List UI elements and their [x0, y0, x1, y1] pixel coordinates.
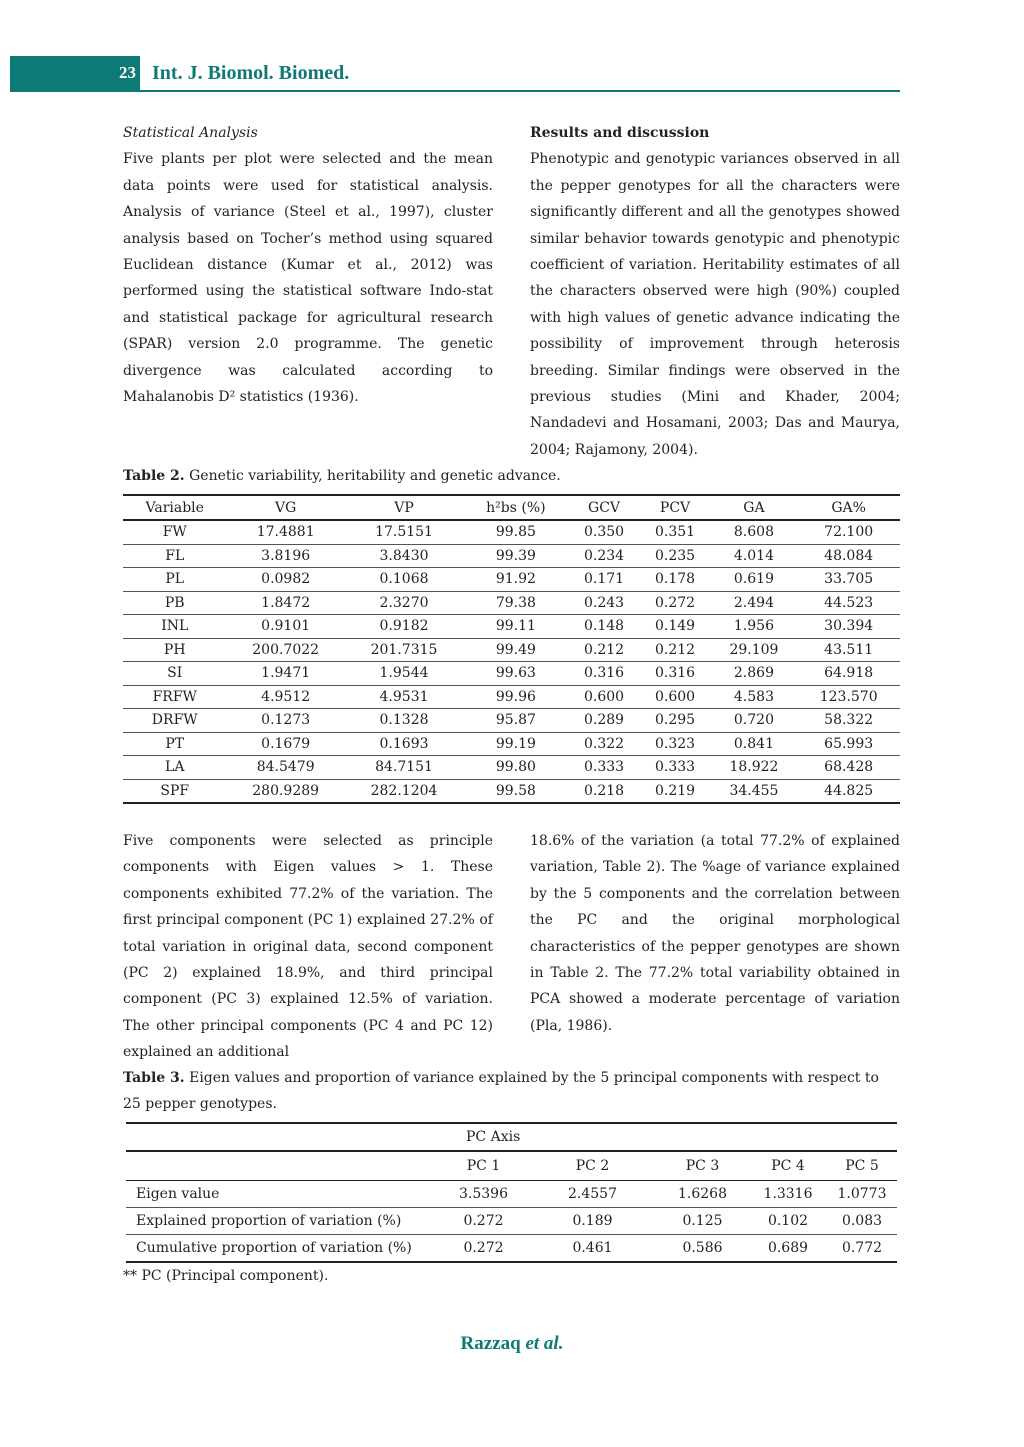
- table-row: [123, 638, 900, 662]
- table-cell: 84.5479: [226, 756, 344, 780]
- table-cell: 0.333: [640, 756, 711, 780]
- table-cell: 99.96: [463, 685, 568, 709]
- caption-label: Table 3.: [123, 1070, 185, 1086]
- table2: [123, 494, 900, 804]
- table-cell: 0.350: [569, 520, 640, 544]
- table-cell: SI: [123, 662, 226, 686]
- table-cell: DRFW: [123, 709, 226, 733]
- table-cell: 79.38: [463, 591, 568, 615]
- table-cell: 43.511: [797, 638, 900, 662]
- table-cell: 0.316: [640, 662, 711, 686]
- statistical-analysis-section: [123, 120, 493, 410]
- table-cell: 3.8430: [345, 544, 463, 568]
- table-cell: PH: [123, 638, 226, 662]
- paragraph: 18.6% of the variation (a total 77.2% of explained variation, Table 2). The %age of variance explained by the 5 components and the correlation between the PC and the original morphological characteristics of the pepper genotypes are shown in Table 2. The 77.2% total variability obtained in PCA showed a moderate percentage of variation (Pla, 1986).: [530, 833, 900, 1034]
- table-cell: 30.394: [797, 615, 900, 639]
- table-cell: 0.316: [569, 662, 640, 686]
- table-row: [123, 591, 900, 615]
- table-cell: 99.85: [463, 520, 568, 544]
- table-header-row: [126, 1151, 897, 1181]
- table-cell: 68.428: [797, 756, 900, 780]
- table-cell: 58.322: [797, 709, 900, 733]
- table2-caption: [123, 463, 900, 489]
- table3-caption: [123, 1065, 900, 1117]
- table-cell: 0.171: [569, 568, 640, 592]
- table-cell: 0.235: [640, 544, 711, 568]
- table-cell: 282.1204: [345, 779, 463, 803]
- table-cell: 1.9544: [345, 662, 463, 686]
- table-cell: 72.100: [797, 520, 900, 544]
- table-cell: 44.523: [797, 591, 900, 615]
- table-cell: 0.619: [711, 568, 798, 592]
- table-cell: 0.1273: [226, 709, 344, 733]
- column-header: VP: [345, 495, 463, 520]
- table-cell: 0.178: [640, 568, 711, 592]
- column-header: VG: [226, 495, 344, 520]
- table-row: [126, 1208, 897, 1235]
- table-cell: 0.1068: [345, 568, 463, 592]
- table-cell: 0.102: [749, 1208, 827, 1235]
- table-cell: 0.0982: [226, 568, 344, 592]
- column-header: GA: [711, 495, 798, 520]
- caption-text: Genetic variability, heritability and genetic advance.: [184, 468, 561, 484]
- table-cell: 64.918: [797, 662, 900, 686]
- table-cell: 2.3270: [345, 591, 463, 615]
- section-heading: Results and discussion: [530, 125, 710, 141]
- table-cell: 17.4881: [226, 520, 344, 544]
- table-cell: 0.272: [640, 591, 711, 615]
- column-header: PC 3: [656, 1151, 749, 1181]
- caption-text: Eigen values and proportion of variance explained by the 5 principal components with respect to 25 pepper genotypes.: [123, 1070, 879, 1112]
- column-header: PC 2: [529, 1151, 656, 1181]
- table-cell: 91.92: [463, 568, 568, 592]
- table-cell: 2.869: [711, 662, 798, 686]
- table-cell: 0.212: [569, 638, 640, 662]
- table-row: [123, 615, 900, 639]
- table-cell: 0.333: [569, 756, 640, 780]
- table-cell: SPF: [123, 779, 226, 803]
- table-cell: 1.3316: [749, 1181, 827, 1208]
- column-header: GA%: [797, 495, 900, 520]
- table-cell: 99.80: [463, 756, 568, 780]
- table-row: [123, 685, 900, 709]
- table-row: [123, 732, 900, 756]
- table-row: [123, 520, 900, 544]
- table-cell: 1.956: [711, 615, 798, 639]
- table-footnote: ** PC (Principal component).: [123, 1268, 329, 1284]
- table-cell: 280.9289: [226, 779, 344, 803]
- table-row: [126, 1181, 897, 1208]
- table-row: [123, 662, 900, 686]
- table-cell: 0.689: [749, 1235, 827, 1263]
- table-cell: 200.7022: [226, 638, 344, 662]
- table-cell: 1.8472: [226, 591, 344, 615]
- table-cell: 2.494: [711, 591, 798, 615]
- table-cell: 95.87: [463, 709, 568, 733]
- table-cell: 0.586: [656, 1235, 749, 1263]
- footer-authors: Razzaq et al.: [460, 1333, 564, 1354]
- table-cell: 65.993: [797, 732, 900, 756]
- pca-section-left: [123, 828, 493, 1066]
- paragraph: Five plants per plot were selected and the mean data points were used for statistical analysis. Analysis of variance (Steel et al., 1997), cluster analysis based on Tocher’s method using squared Euclidean distance (Kumar et al., 2012) was performed using the statistical software Indo-stat and statistical package for agricultural research (SPAR) version 2.0 programme. The genetic divergence was calculated according to Mahalanobis D² statistics (1936).: [123, 151, 493, 406]
- column-header: PC 5: [827, 1151, 897, 1181]
- table-cell: 4.014: [711, 544, 798, 568]
- table-cell: 99.58: [463, 779, 568, 803]
- column-header: PCV: [640, 495, 711, 520]
- table-cell: 0.189: [529, 1208, 656, 1235]
- table-cell: 0.322: [569, 732, 640, 756]
- table-cell: LA: [123, 756, 226, 780]
- table-cell: 33.705: [797, 568, 900, 592]
- results-section: [530, 120, 900, 463]
- table-cell: 0.351: [640, 520, 711, 544]
- table-cell: 84.7151: [345, 756, 463, 780]
- table-cell: PL: [123, 568, 226, 592]
- table-cell: 0.272: [438, 1235, 529, 1263]
- row-label: Explained proportion of variation (%): [126, 1208, 438, 1235]
- table-cell: 0.772: [827, 1235, 897, 1263]
- table-cell: PT: [123, 732, 226, 756]
- table-cell: 0.219: [640, 779, 711, 803]
- table-row: [123, 709, 900, 733]
- table-row: [126, 1235, 897, 1263]
- table-cell: 8.608: [711, 520, 798, 544]
- table-cell: 0.083: [827, 1208, 897, 1235]
- table3: [126, 1122, 897, 1263]
- table-cell: 99.63: [463, 662, 568, 686]
- table-cell: 1.6268: [656, 1181, 749, 1208]
- table-cell: 123.570: [797, 685, 900, 709]
- table-cell: 0.125: [656, 1208, 749, 1235]
- table-cell: 0.272: [438, 1208, 529, 1235]
- table-cell: 0.295: [640, 709, 711, 733]
- table-cell: 0.1679: [226, 732, 344, 756]
- column-header: PC 4: [749, 1151, 827, 1181]
- table-cell: 0.234: [569, 544, 640, 568]
- table-cell: 0.1693: [345, 732, 463, 756]
- table-cell: PB: [123, 591, 226, 615]
- table-cell: 0.243: [569, 591, 640, 615]
- table-row: [123, 756, 900, 780]
- table-cell: 4.583: [711, 685, 798, 709]
- table-cell: 2.4557: [529, 1181, 656, 1208]
- table-cell: 0.323: [640, 732, 711, 756]
- table-cell: 0.600: [640, 685, 711, 709]
- paragraph: Phenotypic and genotypic variances observed in all the pepper genotypes for all the characters were significantly different and all the genotypes showed similar behavior towards genotypic and phenotypic coefficient of variation. Heritability estimates of all the characters observed were high (90%) coupled with high values of genetic advance indicating the possibility of improvement through heterosis breeding. Similar findings were observed in the previous studies (Mini and Khader, 2004; Nandadevi and Hosamani, 2003; Das and Maurya, 2004; Rajamony, 2004).: [530, 151, 900, 458]
- table-cell: 0.9101: [226, 615, 344, 639]
- table-cell: 1.9471: [226, 662, 344, 686]
- table-row: [123, 568, 900, 592]
- table-cell: 0.600: [569, 685, 640, 709]
- table-cell: 34.455: [711, 779, 798, 803]
- table-cell: 0.841: [711, 732, 798, 756]
- table-cell: 3.5396: [438, 1181, 529, 1208]
- table-cell: 201.7315: [345, 638, 463, 662]
- table-row: [123, 779, 900, 803]
- table-cell: 44.825: [797, 779, 900, 803]
- table-cell: 29.109: [711, 638, 798, 662]
- pca-section-right: [530, 828, 900, 1039]
- table-cell: FRFW: [123, 685, 226, 709]
- column-header: PC 1: [438, 1151, 529, 1181]
- table-cell: FW: [123, 520, 226, 544]
- table-header-row: [123, 495, 900, 520]
- table-cell: 0.1328: [345, 709, 463, 733]
- table-cell: 1.0773: [827, 1181, 897, 1208]
- table-cell: 3.8196: [226, 544, 344, 568]
- table-row: [123, 544, 900, 568]
- journal-title: Int. J. Biomol. Biomed.: [152, 62, 350, 84]
- table-cell: 0.212: [640, 638, 711, 662]
- column-header: Variable: [123, 495, 226, 520]
- table-cell: FL: [123, 544, 226, 568]
- table-cell: 0.148: [569, 615, 640, 639]
- table-cell: 99.49: [463, 638, 568, 662]
- paragraph: Five components were selected as principle components with Eigen values > 1. These components exhibited 77.2% of the variation. The first principal component (PC 1) explained 27.2% of total variation in original data, second component (PC 2) explained 18.9%, and third principal component (PC 3) explained 12.5% of variation. The other principal components (PC 4 and PC 12) explained an additional: [123, 833, 493, 1061]
- table-cell: 99.11: [463, 615, 568, 639]
- page-number: 23: [10, 56, 140, 90]
- journal-header: [10, 56, 900, 92]
- table-cell: 0.218: [569, 779, 640, 803]
- table-cell: 0.289: [569, 709, 640, 733]
- table-cell: 99.19: [463, 732, 568, 756]
- table-cell: 0.9182: [345, 615, 463, 639]
- table-cell: 0.720: [711, 709, 798, 733]
- table-cell: 48.084: [797, 544, 900, 568]
- table-cell: INL: [123, 615, 226, 639]
- column-header: GCV: [569, 495, 640, 520]
- caption-label: Table 2.: [123, 468, 185, 484]
- row-label: Eigen value: [126, 1181, 438, 1208]
- column-header: h²bs (%): [463, 495, 568, 520]
- table-cell: 0.461: [529, 1235, 656, 1263]
- table-cell: 4.9531: [345, 685, 463, 709]
- pc-axis-label: PC Axis: [438, 1123, 656, 1151]
- table-cell: 0.149: [640, 615, 711, 639]
- table-cell: 99.39: [463, 544, 568, 568]
- row-label: Cumulative proportion of variation (%): [126, 1235, 438, 1263]
- blank-header: [126, 1151, 438, 1181]
- table-cell: 18.922: [711, 756, 798, 780]
- table-cell: 4.9512: [226, 685, 344, 709]
- section-heading: Statistical Analysis: [123, 125, 258, 141]
- table-cell: 17.5151: [345, 520, 463, 544]
